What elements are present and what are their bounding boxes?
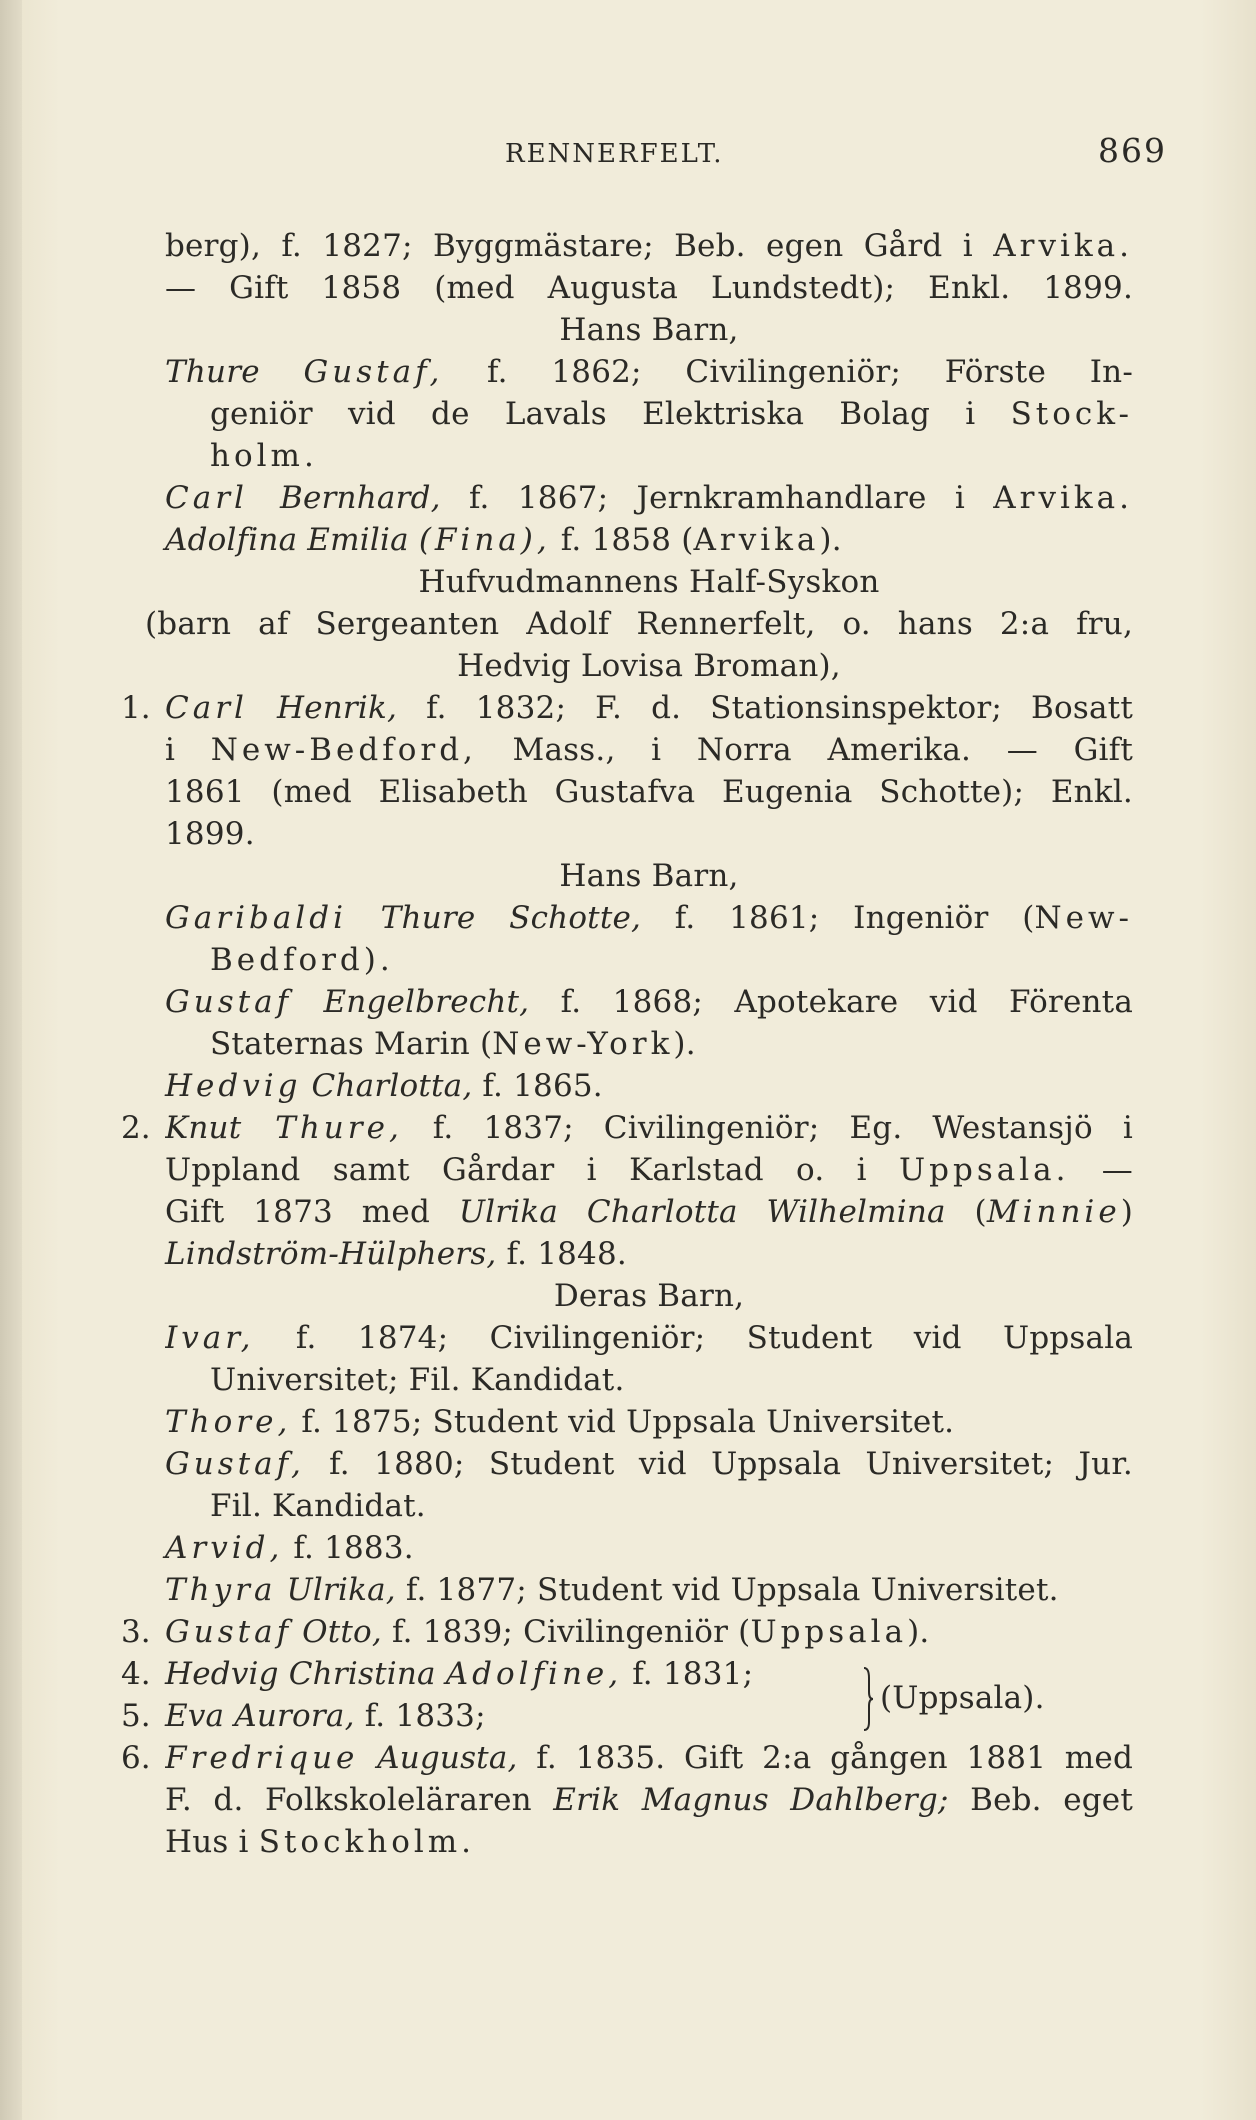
text-line	[165, 814, 1133, 854]
brace-note: (Uppsala).	[880, 1680, 1045, 1716]
text-segment: i	[165, 732, 211, 768]
text-line	[165, 1276, 1133, 1316]
text-segment: Otto,	[292, 1614, 382, 1650]
text-line	[165, 772, 1133, 812]
entry-number: 4.	[121, 1656, 151, 1692]
text-segment: Carl	[165, 690, 248, 726]
text-line	[165, 1150, 1133, 1190]
text-segment: Engelbrecht,	[292, 984, 530, 1020]
text-line	[165, 268, 1133, 308]
text-segment: Hufvudmannens Half-Syskon	[418, 564, 880, 600]
text-segment: Thure,	[241, 1110, 403, 1146]
text-line	[165, 1738, 1133, 1778]
text-segment: f. 1862; Civilingeniör; Förste In-	[443, 354, 1133, 390]
text-segment: — Gift 1858 (med Augusta Lundstedt); Enkl. 1899.	[165, 270, 1133, 306]
text-segment: Thure	[165, 354, 304, 390]
text-segment: F. d. Folkskoleläraren	[165, 1782, 554, 1818]
text-segment: Stockholm.	[258, 1824, 476, 1860]
text-line	[165, 520, 1133, 560]
text-segment: New-	[1034, 900, 1133, 936]
text-segment: ).	[673, 1026, 696, 1062]
text-segment: (barn af Sergeanten Adolf Rennerfelt, o. hans 2:a fru,	[145, 606, 1133, 642]
text-line	[165, 730, 1133, 770]
text-line	[165, 1780, 1133, 1820]
entry-number: 5.	[121, 1698, 151, 1734]
entry-number: 3.	[121, 1614, 151, 1650]
text-segment: Uppsala	[750, 1614, 908, 1650]
text-segment: Uppland samt Gårdar i Karlstad o. i	[165, 1152, 900, 1188]
text-segment: Fredrique	[165, 1740, 359, 1776]
text-segment: Uppsala.	[899, 1152, 1070, 1188]
text-segment: Fil. Kandidat.	[210, 1488, 426, 1524]
text-line	[165, 1402, 1133, 1442]
text-segment: Hedvig Lovisa Broman),	[457, 648, 841, 684]
text-segment: f. 1858 (	[550, 522, 694, 558]
text-line	[165, 1654, 855, 1694]
text-segment: Ulrika,	[276, 1572, 396, 1608]
page-spine-shadow	[0, 0, 22, 2120]
text-segment: Adolfina Emilia	[165, 522, 419, 558]
text-segment: Staternas Marin (	[210, 1026, 493, 1062]
running-header-title: RENNERFELT.	[505, 139, 724, 169]
text-line	[210, 940, 1133, 980]
text-segment: New-York	[492, 1026, 674, 1062]
text-line	[165, 1234, 1133, 1274]
text-segment: 1899.	[165, 816, 255, 852]
text-line	[165, 226, 1133, 266]
text-segment: Mass., i Norra Amerika. — Gift	[476, 732, 1133, 768]
text-line	[165, 1570, 1133, 1610]
text-line	[145, 604, 1133, 644]
text-line	[210, 394, 1133, 434]
text-segment: f. 1865.	[472, 1068, 603, 1104]
text-segment: Hans Barn,	[559, 312, 739, 348]
text-line	[165, 1696, 855, 1736]
text-segment: f. 1877; Student vid Uppsala Universitet.	[395, 1572, 1059, 1608]
text-segment: f. 1839; Civilingeniör (	[381, 1614, 751, 1650]
text-segment: Ivar,	[165, 1320, 255, 1356]
text-segment: f. 1880; Student vid Uppsala Universitet; Jur.	[304, 1446, 1133, 1482]
text-segment: Minnie	[986, 1194, 1121, 1230]
text-segment: Stock-	[1010, 396, 1133, 432]
text-line	[210, 1024, 1133, 1064]
text-line	[165, 856, 1133, 896]
text-segment: Deras Barn,	[553, 1278, 745, 1314]
text-segment: Knut	[165, 1110, 242, 1146]
text-segment: Eva Aurora,	[165, 1698, 355, 1734]
text-line	[165, 352, 1133, 392]
text-segment: Gustaf	[165, 1614, 293, 1650]
text-segment: Garibaldi	[165, 900, 347, 936]
text-segment: f. 1868; Apotekare vid Förenta	[529, 984, 1133, 1020]
text-segment: f. 1874; Civilingeniör; Student vid Uppsala	[254, 1320, 1133, 1356]
text-segment: Bernhard,	[280, 480, 441, 516]
text-segment: Arvika.	[993, 480, 1133, 516]
text-line	[210, 1486, 1133, 1526]
text-segment: Arvika.	[993, 228, 1133, 264]
text-line	[165, 1108, 1133, 1148]
text-segment: Thure Schotte,	[346, 900, 642, 936]
text-segment: ).	[907, 1614, 930, 1650]
text-segment: f. 1837; Civilingeniör; Eg. Westansjö i	[402, 1110, 1133, 1146]
text-segment: f. 1833;	[354, 1698, 486, 1734]
entry-number: 1.	[121, 690, 151, 726]
text-segment: Hans Barn,	[559, 858, 739, 894]
text-line	[165, 1822, 1133, 1862]
text-line	[165, 1318, 1133, 1358]
text-segment: f. 1832; F. d. Stationsinspektor; Bosatt	[397, 690, 1133, 726]
text-segment: berg), f. 1827; Byggmästare; Beb. egen Gård i	[165, 228, 994, 264]
page-number: 869	[1098, 131, 1167, 170]
brace-mark	[861, 1664, 875, 1734]
text-line	[165, 1612, 1133, 1652]
text-line	[165, 688, 1133, 728]
text-segment: Gustaf,	[165, 1446, 305, 1482]
text-segment: Arvid,	[165, 1530, 284, 1566]
text-line	[165, 478, 1133, 518]
text-segment: Henrik,	[247, 690, 398, 726]
text-line	[165, 1528, 1133, 1568]
text-line	[165, 982, 1133, 1022]
text-segment: Gift 1873 med	[165, 1194, 459, 1230]
text-line	[165, 898, 1133, 938]
text-segment: f. 1867; Jernkramhandlare i	[440, 480, 994, 516]
text-segment: 1861 (med Elisabeth Gustafva Eugenia Schotte); Enkl.	[165, 774, 1133, 810]
text-segment: Universitet; Fil. Kandidat.	[210, 1362, 625, 1398]
text-segment: Thore,	[165, 1404, 292, 1440]
text-segment: ).	[819, 522, 842, 558]
text-line	[210, 1360, 1133, 1400]
text-segment: Adolfine,	[445, 1656, 623, 1692]
text-segment: f. 1883.	[283, 1530, 414, 1566]
text-segment: Hedvig	[165, 1068, 302, 1104]
text-segment: Thyra	[165, 1572, 277, 1608]
text-segment: Lindström-Hülphers,	[165, 1236, 497, 1272]
text-segment: Arvika	[693, 522, 820, 558]
text-line	[165, 646, 1133, 686]
text-line	[165, 1444, 1133, 1484]
text-segment: holm.	[210, 438, 318, 474]
text-line	[210, 436, 1133, 476]
text-segment: f. 1861; Ingeniör (	[641, 900, 1035, 936]
text-segment: f. 1875; Student vid Uppsala Universitet.	[291, 1404, 955, 1440]
text-segment: f. 1848.	[496, 1236, 627, 1272]
text-line	[165, 310, 1133, 350]
text-line	[165, 1192, 1133, 1232]
entry-number: 6.	[121, 1740, 151, 1776]
text-line	[165, 562, 1133, 602]
text-segment: New-Bedford,	[210, 732, 477, 768]
text-segment: )	[1120, 1194, 1133, 1230]
text-segment: Charlotta,	[301, 1068, 473, 1104]
text-segment: Augusta,	[358, 1740, 518, 1776]
text-segment: Hus i	[165, 1824, 259, 1860]
text-segment: Gustaf	[165, 984, 293, 1020]
text-segment: Ulrika Charlotta Wilhelmina	[458, 1194, 946, 1230]
text-segment: Carl	[165, 480, 281, 516]
text-segment: geniör vid de Lavals Elektriska Bolag i	[210, 396, 1011, 432]
entry-number: 2.	[121, 1110, 151, 1146]
text-line	[165, 1066, 1133, 1106]
text-segment: Erik Magnus Dahlberg;	[553, 1782, 949, 1818]
text-segment: Hedvig Christina	[165, 1656, 446, 1692]
text-segment: f. 1835. Gift 2:a gången 1881 med	[517, 1740, 1133, 1776]
text-segment: Bedford).	[210, 942, 394, 978]
text-segment: (Fina),	[418, 522, 551, 558]
text-segment: Gustaf,	[303, 354, 444, 390]
text-segment: —	[1069, 1152, 1133, 1188]
text-segment: (	[945, 1194, 987, 1230]
text-segment: f. 1831;	[622, 1656, 754, 1692]
text-segment: Beb. eget	[948, 1782, 1133, 1818]
